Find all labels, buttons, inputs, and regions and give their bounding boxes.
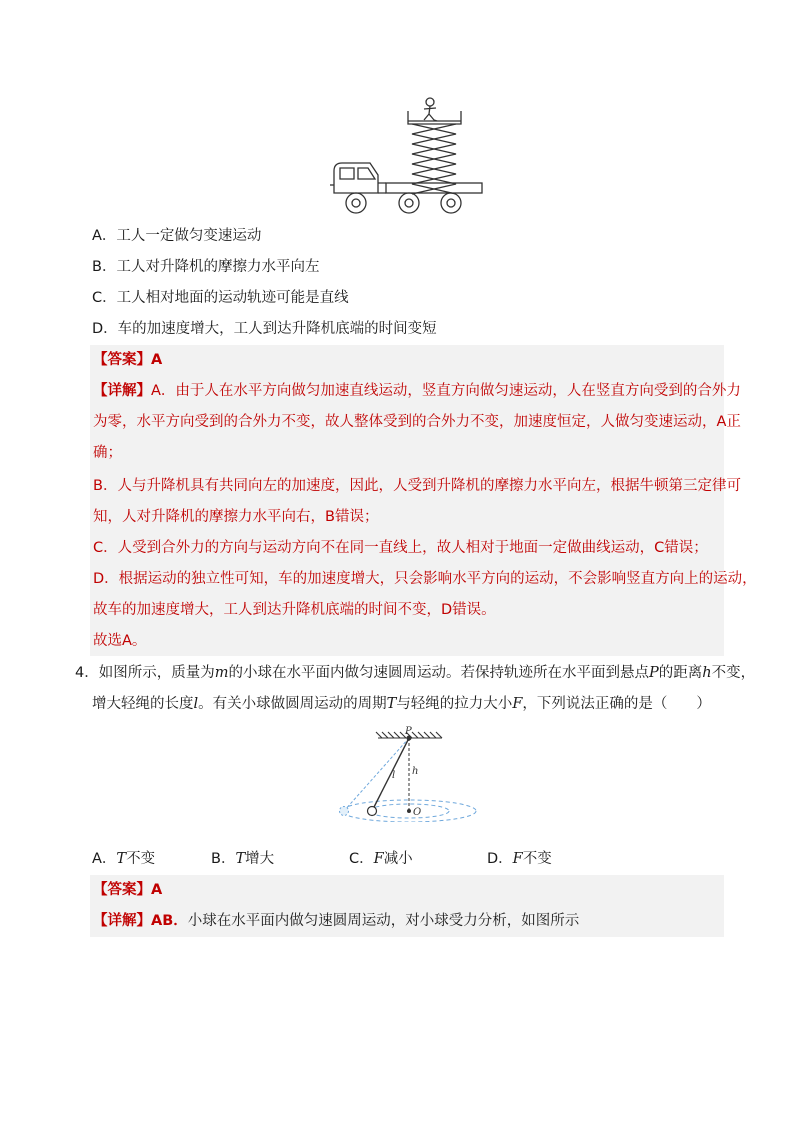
q3-option-d: D．车的加速度增大，工人到达升降机底端的时间变短 [92,321,437,337]
q3-option-b: B．工人对升降机的摩擦力水平向左 [92,259,320,275]
answer-value: A [151,882,163,898]
q3-detail-line-1: 【详解】A．由于人在水平方向做匀加速直线运动，竖直方向做匀速运动，人在竖直方向受到的合外力 [93,383,741,399]
q3-answer [93,350,162,370]
worker-head-icon [426,98,434,106]
q3-detail-line-9: 故选A。 [93,633,147,649]
q3-detail-line-4: B．人与升降机具有共同向左的加速度，因此，人受到升降机的摩擦力水平向左，根据牛顿第三定律可 [93,478,741,494]
detail-tag: 【详解】 [93,383,151,399]
q3-detail-line-7: D．根据运动的独立性可知，车的加速度增大，只会影响水平方向的运动，不会影响竖直方向上的运动， [93,571,757,587]
q4-stem-line-2: 增大轻绳的长度l。有关小球做圆周运动的周期T与轻绳的拉力大小F，下列说法正确的是（ ） [92,696,711,712]
ball-icon [368,807,377,816]
q3-detail-line-5: 知，人对升降机的摩擦力水平向右，B错误； [93,509,379,525]
q4-option-a: A．T不变 [92,851,156,867]
label-o: O [413,807,422,818]
q4-option-b: B．T增大 [211,851,275,867]
q4-option-c: C．F减小 [349,851,413,867]
q4-answer [93,880,162,900]
q3-option-a: A．工人一定做匀变速运动 [92,228,262,244]
answer-value: A [151,352,163,368]
label-l: l [392,770,396,781]
q4-detail-line-1: 【详解】AB．小球在水平面内做匀速圆周运动，对小球受力分析，如图所示 [93,913,580,929]
truck-scissor-lift-figure [326,93,486,218]
answer-tag: 【答案】 [93,352,151,368]
q4-option-d: D．F不变 [487,851,552,867]
label-p: P [405,726,412,737]
answer-tag: 【答案】 [93,882,151,898]
q3-detail-line-6: C．人受到合外力的方向与运动方向不在同一直线上，故人相对于地面一定做曲线运动，C错误； [93,540,708,556]
q3-option-c: C．工人相对地面的运动轨迹可能是直线 [92,290,349,306]
label-h: h [412,766,419,777]
q3-detail-line-2: 为零，水平方向受到的合外力不变，故人整体受到的合外力不变，加速度恒定，人做匀变速运动，A正 [93,414,741,430]
conical-pendulum-figure [334,726,484,822]
question-number: 4． [75,665,99,681]
detail-tag: 【详解】 [93,913,151,929]
q3-detail-line-3: 确； [93,445,122,461]
q3-detail-line-8: 故车的加速度增大，工人到达升降机底端的时间不变，D错误。 [93,602,496,618]
q4-stem-line-1: 4．如图所示，质量为m的小球在水平面内做匀速圆周运动。若保持轨迹所在水平面到悬点P的距离h不变， [75,665,756,681]
